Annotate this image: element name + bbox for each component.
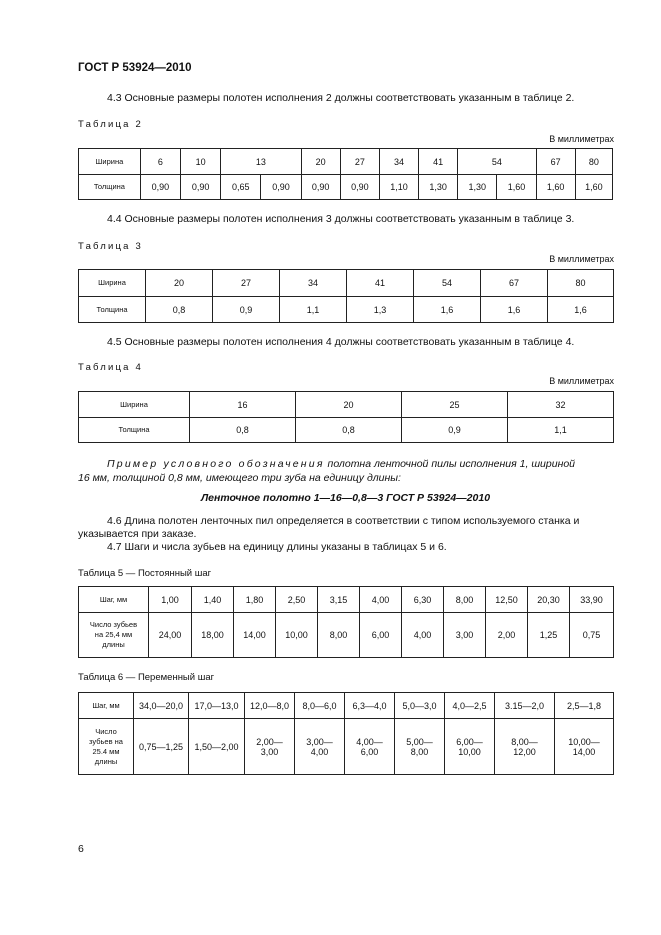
table-cell: 12,50 — [486, 587, 528, 613]
table-cell: 54 — [414, 270, 481, 297]
table4 — [78, 391, 614, 443]
row-label: Шаг, мм — [79, 587, 149, 613]
table-cell: 16 — [190, 392, 296, 418]
row-label-line: длины — [102, 640, 125, 649]
table-cell: 4,00 — [360, 587, 402, 613]
table2-units: В миллиметрах — [549, 134, 614, 144]
table-cell: 4,0—2,5 — [445, 693, 495, 719]
table-cell: 1,1 — [508, 418, 614, 443]
row-label — [79, 613, 149, 658]
row-label-line: 25.4 мм — [92, 746, 120, 756]
table-row — [79, 587, 614, 613]
table-cell: 34 — [280, 270, 347, 297]
table5 — [78, 586, 614, 658]
paragraph-4-4: 4.4 Основные размеры полотен исполнения 3 должны соответствовать указанным в таблице 3. — [107, 213, 575, 225]
page-number: 6 — [78, 843, 84, 855]
example-lead: Пример условного обозначения — [107, 458, 325, 470]
table-cell: 33,90 — [570, 587, 614, 613]
table-cell: 41 — [347, 270, 414, 297]
table-row — [79, 297, 614, 323]
table-cell: 1,60 — [575, 175, 612, 200]
table-cell — [445, 719, 495, 775]
row-label-line: на 25,4 мм — [94, 630, 133, 639]
cell-line: 3,00 — [260, 746, 279, 757]
table-cell: 34 — [379, 149, 418, 175]
table-cell: 12,0—8,0 — [245, 693, 295, 719]
table-cell: 80 — [548, 270, 614, 297]
cell-line: 14,00 — [572, 746, 596, 757]
row-label: Ширина — [79, 270, 146, 297]
cell-line: 6,00— — [456, 736, 483, 747]
table-row — [79, 175, 613, 200]
table-cell: 67 — [481, 270, 548, 297]
paragraph-4-6-line1: 4.6 Длина полотен ленточных пил определяется в соответствии с типом используемого станка и — [107, 515, 580, 527]
table-cell: 1,60 — [536, 175, 575, 200]
table-cell: 10 — [181, 149, 221, 175]
table-cell — [189, 719, 245, 775]
table-cell: 6,00 — [360, 613, 402, 658]
table-cell: 1,6 — [414, 297, 481, 323]
table-cell: 0,75 — [570, 613, 614, 658]
table-cell: 67 — [536, 149, 575, 175]
table-cell: 6 — [140, 149, 180, 175]
table-row — [79, 613, 614, 658]
table-cell — [495, 719, 555, 775]
table-cell: 1,25 — [528, 613, 570, 658]
example-line1-rest: полотна ленточной пилы исполнения 1, шириной — [324, 458, 576, 470]
cell-line: 4,00 — [310, 746, 329, 757]
table-cell: 0,90 — [261, 175, 301, 200]
table-cell: 1,6 — [481, 297, 548, 323]
table3-units: В миллиметрах — [549, 254, 614, 264]
table-cell: 2,50 — [276, 587, 318, 613]
table-cell: 0,8 — [190, 418, 296, 443]
row-label: Ширина — [79, 392, 190, 418]
table-cell — [134, 719, 189, 775]
table-row — [79, 270, 614, 297]
table-cell: 3.15—2,0 — [495, 693, 555, 719]
table-cell: 41 — [419, 149, 458, 175]
table-cell: 6,30 — [402, 587, 444, 613]
table-cell: 27 — [340, 149, 379, 175]
table-row — [79, 149, 613, 175]
cell-line: 1,50—2,00 — [194, 741, 239, 752]
table-row — [79, 719, 614, 775]
table-cell: 0,90 — [140, 175, 180, 200]
paragraph-4-6-line2: указывается при заказе. — [78, 528, 197, 540]
table-cell: 1,3 — [347, 297, 414, 323]
table-cell: 0,9 — [402, 418, 508, 443]
table-cell: 0,90 — [301, 175, 340, 200]
table-cell: 1,6 — [548, 297, 614, 323]
table-cell: 1,30 — [419, 175, 458, 200]
table-cell: 1,40 — [192, 587, 234, 613]
paragraph-4-7: 4.7 Шаги и числа зубьев на единицу длины указаны в таблицах 5 и 6. — [107, 541, 447, 553]
table-cell — [245, 719, 295, 775]
row-label-line: Число — [95, 726, 117, 736]
example-designation: Ленточное полотно 1—16—0,8—3 ГОСТ Р 53924—2010 — [200, 492, 491, 504]
document-header: ГОСТ Р 53924—2010 — [78, 62, 192, 74]
table-cell: 20,30 — [528, 587, 570, 613]
table-cell: 14,00 — [234, 613, 276, 658]
table-row — [79, 693, 614, 719]
table-cell: 18,00 — [192, 613, 234, 658]
table-cell: 0,8 — [146, 297, 213, 323]
table-cell: 1,00 — [149, 587, 192, 613]
cell-line: 8,00— — [511, 736, 538, 747]
table3-caption: Таблица 3 — [78, 241, 143, 252]
table-cell: 0,90 — [181, 175, 221, 200]
cell-line: 0,75—1,25 — [138, 741, 184, 752]
table2-caption: Таблица 2 — [78, 119, 143, 130]
table-cell: 1,10 — [379, 175, 418, 200]
table-cell: 20 — [296, 392, 402, 418]
table-cell: 17,0—13,0 — [189, 693, 245, 719]
example-line2: 16 мм, толщиной 0,8 мм, имеющего три зуба на единицу длины: — [78, 472, 401, 484]
cell-line: 3,00— — [306, 736, 333, 747]
table3 — [78, 269, 614, 323]
table-cell: 32 — [508, 392, 614, 418]
table-cell: 1,60 — [497, 175, 536, 200]
table-row — [79, 418, 614, 443]
paragraph-4-5: 4.5 Основные размеры полотен исполнения 4 должны соответствовать указанным в таблице 4. — [107, 336, 575, 348]
cell-line: 5,00— — [406, 736, 433, 747]
table-cell: 54 — [458, 149, 536, 175]
table-cell — [555, 719, 614, 775]
table6-caption: Таблица 6 — Переменный шаг — [78, 672, 215, 683]
table4-units: В миллиметрах — [549, 376, 614, 386]
row-label: Шаг, мм — [79, 693, 134, 719]
table-cell — [295, 719, 345, 775]
table-cell: 3,15 — [318, 587, 360, 613]
table-cell: 2,00 — [486, 613, 528, 658]
cell-line: 10,00— — [568, 736, 600, 747]
table-cell: 13 — [221, 149, 301, 175]
table2 — [78, 148, 613, 200]
row-label-line: Число зубьев — [89, 620, 138, 629]
table-cell: 4,00 — [402, 613, 444, 658]
row-label-line: длины — [94, 756, 118, 766]
row-label — [79, 719, 134, 775]
table-cell — [395, 719, 445, 775]
table-cell: 2,5—1,8 — [555, 693, 614, 719]
table-cell: 5,0—3,0 — [395, 693, 445, 719]
table-cell: 0,9 — [213, 297, 280, 323]
row-label: Ширина — [79, 149, 141, 175]
table5-caption: Таблица 5 — Постоянный шаг — [78, 568, 212, 579]
cell-line: 6,00 — [360, 746, 379, 757]
table-cell: 20 — [301, 149, 340, 175]
table-cell: 34,0—20,0 — [134, 693, 189, 719]
row-label-line: зубьев на — [89, 736, 123, 746]
table-cell: 27 — [213, 270, 280, 297]
table-cell: 1,1 — [280, 297, 347, 323]
row-label: Толщина — [79, 297, 146, 323]
table-cell: 8,00 — [444, 587, 486, 613]
table-cell: 8,00 — [318, 613, 360, 658]
cell-line: 10,00 — [458, 746, 481, 757]
table-cell — [345, 719, 395, 775]
table-cell: 1,80 — [234, 587, 276, 613]
cell-line: 2,00— — [256, 736, 283, 747]
table4-caption: Таблица 4 — [78, 362, 143, 373]
table6 — [78, 692, 614, 775]
table-cell: 6,3—4,0 — [345, 693, 395, 719]
row-label: Толщина — [79, 418, 190, 443]
cell-line: 8,00 — [410, 746, 429, 757]
table-cell: 8,0—6,0 — [295, 693, 345, 719]
example-line1 — [107, 457, 575, 471]
table-cell: 25 — [402, 392, 508, 418]
table-cell: 0,65 — [221, 175, 261, 200]
table-cell: 10,00 — [276, 613, 318, 658]
cell-line: 4,00— — [356, 736, 383, 747]
cell-line: 12,00 — [513, 746, 536, 757]
row-label: Толщина — [79, 175, 141, 200]
table-cell: 1,30 — [458, 175, 497, 200]
table-row — [79, 392, 614, 418]
table-cell: 0,90 — [340, 175, 379, 200]
table-cell: 20 — [146, 270, 213, 297]
table-cell: 80 — [575, 149, 612, 175]
paragraph-4-3: 4.3 Основные размеры полотен исполнения 2 должны соответствовать указанным в таблице 2. — [107, 92, 575, 104]
table-cell: 3,00 — [444, 613, 486, 658]
table-cell: 0,8 — [296, 418, 402, 443]
table-cell: 24,00 — [149, 613, 192, 658]
